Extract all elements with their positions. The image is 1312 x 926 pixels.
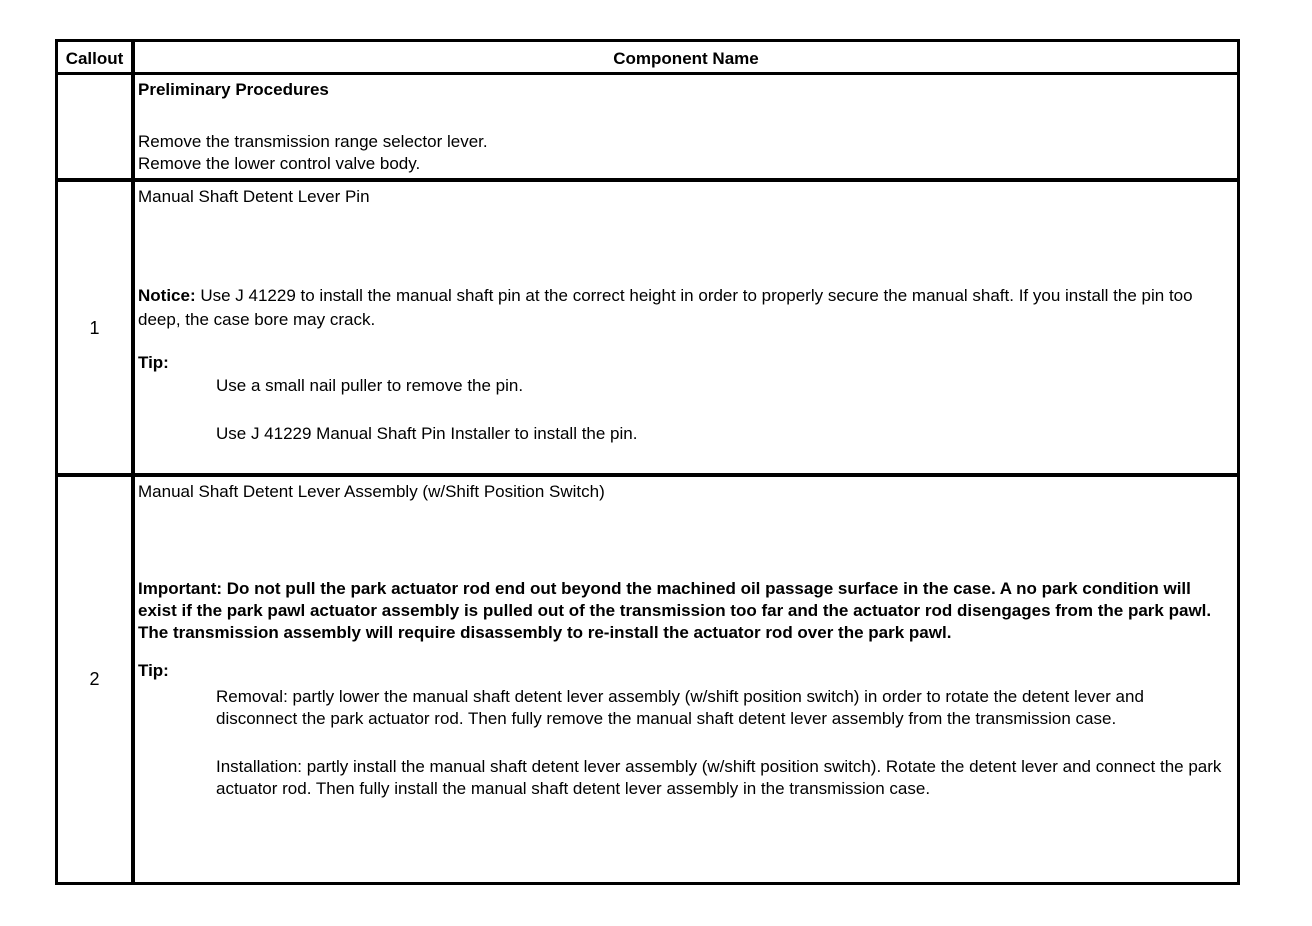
preliminary-procedures-row [58,75,1237,182]
notice-body: Use J 41229 to install the manual shaft pin at the correct height in order to properly secure the manual shaft. If you install the pin too deep, the case bore may crack. [138,286,1193,329]
tip-item: Installation: partly install the manual shaft detent lever assembly (w/shift position switch). Rotate the detent lever and connect the park actuator rod. Then fully install the manual shaft detent lever assembly in the transmission case. [216,757,1222,798]
table-row [58,477,1237,882]
notice-label: Notice: [138,286,196,305]
callout-number: 1 [89,318,100,338]
preliminary-step: Remove the transmission range selector lever. [138,132,488,151]
component-cell [138,481,1225,800]
preliminary-title: Preliminary Procedures [138,80,329,99]
tip-label: Tip: [138,661,169,680]
tip-item: Use J 41229 Manual Shaft Pin Installer to install the pin. [216,424,638,443]
component-cell [138,186,1225,445]
component-name: Manual Shaft Detent Lever Assembly (w/Shift Position Switch) [138,482,605,501]
component-name: Manual Shaft Detent Lever Pin [138,187,370,206]
component-name-column-header: Component Name [613,49,759,68]
table-row [58,182,1237,477]
tip-label: Tip: [138,353,169,372]
callout-column-header: Callout [65,49,124,68]
preliminary-step: Remove the lower control valve body. [138,154,421,173]
tip-item: Use a small nail puller to remove the pin. [216,376,524,395]
procedure-table [55,39,1240,885]
tip-item: Removal: partly lower the manual shaft detent lever assembly (w/shift position switch) in order to rotate the detent lever and disconnect the park actuator rod. Then fully remove the manual shaft detent lever assembly from the transmission case. [216,687,1144,728]
table-header-row [58,42,1237,75]
preliminary-procedures-cell [138,79,1225,175]
important-text: Important: Do not pull the park actuator rod end out beyond the machined oil passage surface in the case. A no park condition will exist if the park pawl actuator assembly is pulled out of the transmission too far and the actuator rod disengages from the park pawl. The transmission assembly will require disassembly to re-install the actuator rod over the park pawl. [138,579,1212,642]
notice-text [138,284,1225,332]
callout-number: 2 [89,669,100,689]
